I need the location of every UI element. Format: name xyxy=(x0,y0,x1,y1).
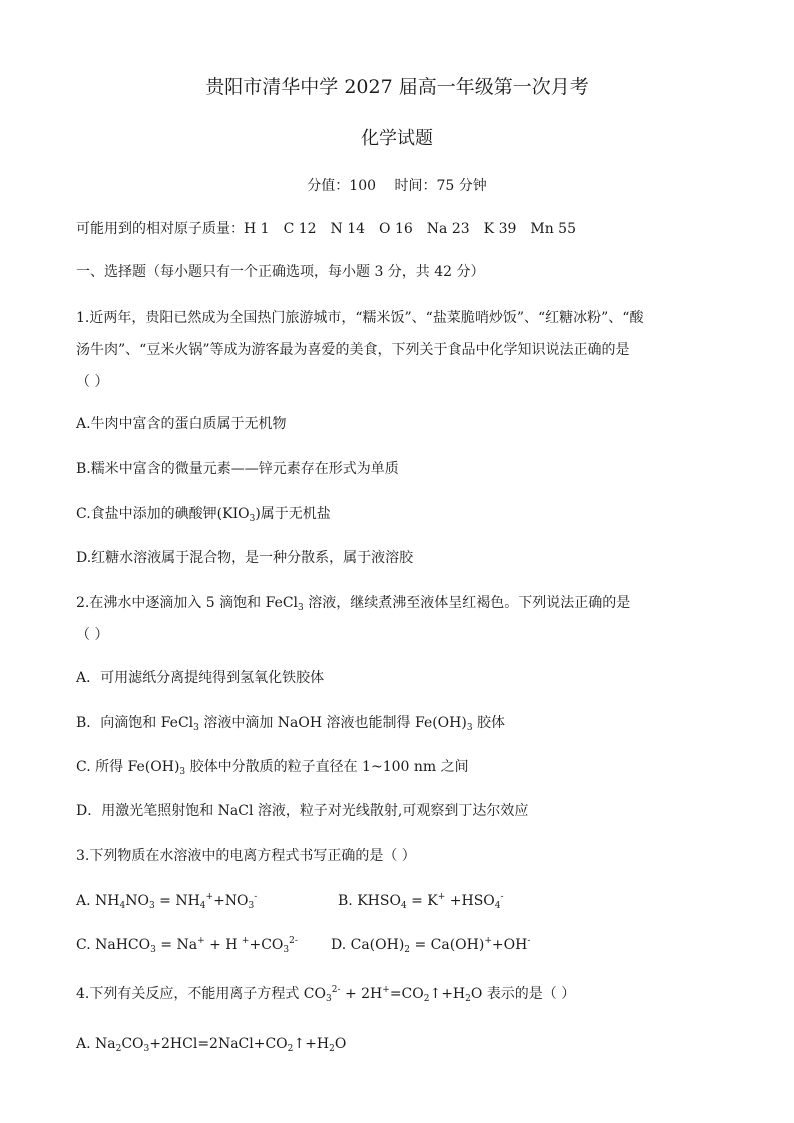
exam-meta: 分值：100 时间：75 分钟 xyxy=(307,178,487,194)
q2-stem-line1: 2.在沸水中逐滴加入 5 滴饱和 FeCl$_3$ 溶液，继续煮沸至液体呈红褐色。下列说法正确的是 xyxy=(76,595,631,613)
q4-option-a: A. $Na_2CO_3+2HCl=2NaCl+CO_2↑+H_2O$ xyxy=(76,1036,347,1054)
q3-stem: 3.下列物质在水溶液中的电离方程式书写正确的是（ ） xyxy=(76,848,416,864)
q1-option-b: B.糯米中富含的微量元素——锌元素存在形式为单质 xyxy=(76,461,399,477)
q1-option-d: D.红糖水溶液属于混合物，是一种分散系，属于液溶胶 xyxy=(76,550,414,566)
q4-stem: 4.下列有关反应，不能用离子方程式 $CO_3^{2-}$ + $2H^+=CO_2↑+H_2O$ 表示的是（ ） xyxy=(76,985,576,1004)
q3-option-d: D. $Ca(OH)_2 = Ca(OH)^++OH^-$ xyxy=(331,936,531,955)
q2-option-c: C. 所得 $Fe(OH)_3$ 胶体中分散质的粒子直径在 1~100 nm 之间 xyxy=(76,759,469,777)
q3-option-c: C. NaHCO$_3$ = Na+ + H $^++CO_3^{2-}$ xyxy=(76,936,298,955)
q2-option-a: A．可用滤纸分离提纯得到氢氧化铁胶体 xyxy=(76,670,325,686)
q2-stem-line2: （ ） xyxy=(76,627,109,643)
q3-option-b: B. $KHSO_4 = K^+ +HSO_4^-$ xyxy=(338,892,504,911)
q1-stem-line3: （ ） xyxy=(76,374,109,390)
q2-option-b: B．向滴饱和 FeCl$_3$ 溶液中滴加 NaOH 溶液也能制得 $Fe(OH)_3$ 胶体 xyxy=(76,715,506,733)
exam-subtitle: 化学试题 xyxy=(361,128,433,149)
q1-option-a: A.牛肉中富含的蛋白质属于无机物 xyxy=(76,416,287,432)
exam-title: 贵阳市清华中学 2027 届高一年级第一次月考 xyxy=(205,76,589,98)
section-heading: 一、选择题（每小题只有一个正确选项，每小题 3 分，共 42 分） xyxy=(76,264,485,280)
atomic-masses: 可能用到的相对原子质量：H 1 C 12 N 14 O 16 Na 23 K 39 Mn 55 xyxy=(76,221,576,237)
q1-option-c: C.食盐中添加的碘酸钾$(KIO_3)$属于无机盐 xyxy=(76,506,331,524)
q2-option-d: D．用激光笔照射饱和 NaCl 溶液，粒子对光线散射,可观察到丁达尔效应 xyxy=(76,803,529,819)
q1-stem-line2: 汤牛肉”、“豆米火锅”等成为游客最为喜爱的美食，下列关于食品中化学知识说法正确的是 xyxy=(76,342,630,358)
q3-option-a: A. $NH_4NO_3 = NH_4^++NO_3^-$ xyxy=(76,892,258,911)
q1-stem-line1: 1.近两年，贵阳已然成为全国热门旅游城市，“糯米饭”、“盐菜脆哨炒饭”、“红糖冰粉”、“酸 xyxy=(76,310,644,326)
